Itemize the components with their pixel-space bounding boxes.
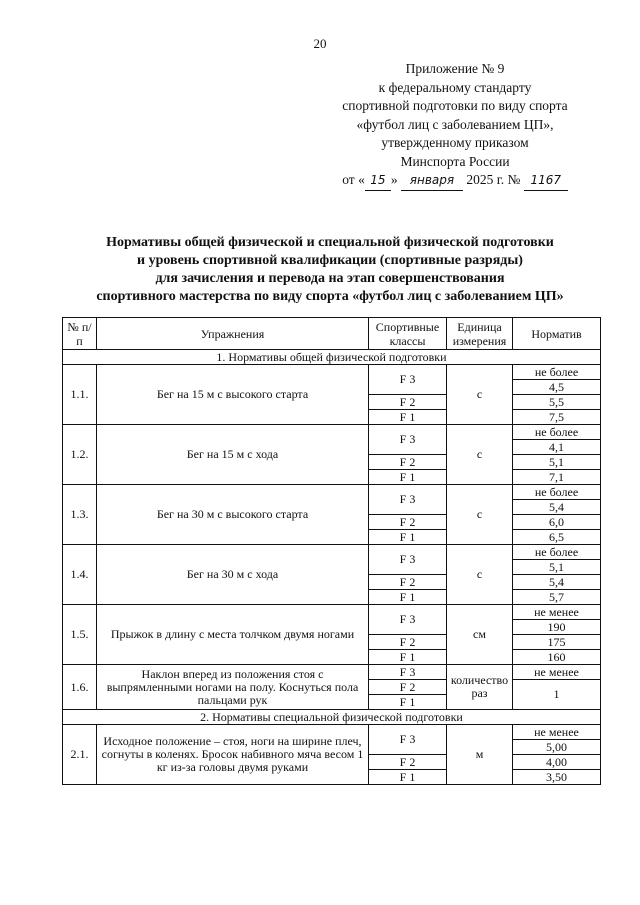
row-exercise: Наклон вперед из положения стоя с выпрямленными ногами на полу. Коснуться пола пальцами рук bbox=[97, 665, 369, 710]
row-value: 6,5 bbox=[513, 530, 601, 545]
title-line: спортивного мастерства по виду спорта «футбол лиц с заболеванием ЦП» bbox=[96, 289, 564, 304]
header-unit: Единица измерения bbox=[447, 318, 513, 350]
row-value: 6,0 bbox=[513, 515, 601, 530]
row-class: F 2 bbox=[369, 575, 447, 590]
row-class: F 1 bbox=[369, 530, 447, 545]
row-value: 5,1 bbox=[513, 560, 601, 575]
row-class: F 2 bbox=[369, 395, 447, 410]
row-class: F 2 bbox=[369, 455, 447, 470]
header-exercise: Упражнения bbox=[97, 318, 369, 350]
row-value: 4,5 bbox=[513, 380, 601, 395]
table-header-row bbox=[63, 318, 601, 350]
row-num: 1.3. bbox=[63, 485, 97, 545]
row-num: 1.2. bbox=[63, 425, 97, 485]
row-value: 7,1 bbox=[513, 470, 601, 485]
row-norm-label: не более bbox=[513, 425, 601, 440]
table-row bbox=[63, 545, 601, 560]
date-day: 15 bbox=[365, 171, 391, 191]
row-class: F 2 bbox=[369, 755, 447, 770]
row-unit: с bbox=[447, 425, 513, 485]
row-exercise: Прыжок в длину с места толчком двумя ногами bbox=[97, 605, 369, 665]
row-class: F 3 bbox=[369, 365, 447, 395]
row-unit: с bbox=[447, 485, 513, 545]
row-norm-label: не более bbox=[513, 365, 601, 380]
row-class: F 2 bbox=[369, 680, 447, 695]
date-month: января bbox=[401, 171, 463, 191]
row-unit: количество раз bbox=[447, 665, 513, 710]
section-header-row bbox=[63, 350, 601, 365]
row-num: 1.6. bbox=[63, 665, 97, 710]
row-class: F 1 bbox=[369, 470, 447, 485]
appendix-line: к федеральному стандарту bbox=[378, 79, 532, 95]
row-value: 5,4 bbox=[513, 575, 601, 590]
row-value: 5,5 bbox=[513, 395, 601, 410]
table-row bbox=[63, 425, 601, 440]
header-classes: Спортивные классы bbox=[369, 318, 447, 350]
date-prefix: от « bbox=[342, 172, 365, 187]
row-value: 4,1 bbox=[513, 440, 601, 455]
row-value: 7,5 bbox=[513, 410, 601, 425]
row-num: 1.5. bbox=[63, 605, 97, 665]
norms-table bbox=[62, 317, 601, 785]
table-row bbox=[63, 605, 601, 620]
row-class: F 1 bbox=[369, 410, 447, 425]
row-class: F 3 bbox=[369, 545, 447, 575]
row-norm-label: не более bbox=[513, 545, 601, 560]
row-value: 3,50 bbox=[513, 770, 601, 785]
appendix-header bbox=[340, 60, 570, 191]
row-class: F 1 bbox=[369, 770, 447, 785]
date-day-close: » bbox=[390, 172, 398, 187]
row-value: 190 bbox=[513, 620, 601, 635]
row-num: 1.4. bbox=[63, 545, 97, 605]
row-class: F 2 bbox=[369, 515, 447, 530]
row-value: 160 bbox=[513, 650, 601, 665]
row-unit: м bbox=[447, 725, 513, 785]
row-class: F 1 bbox=[369, 695, 447, 710]
row-norm-label: не менее bbox=[513, 665, 601, 680]
row-unit: с bbox=[447, 545, 513, 605]
row-value: 4,00 bbox=[513, 755, 601, 770]
appendix-line: Минспорта России bbox=[400, 153, 510, 169]
row-value: 5,4 bbox=[513, 500, 601, 515]
section-title: 1. Нормативы общей физической подготовки bbox=[63, 350, 601, 365]
header-num: № п/п bbox=[63, 318, 97, 350]
appendix-line: «футбол лиц с заболеванием ЦП», bbox=[356, 116, 554, 132]
row-class: F 3 bbox=[369, 485, 447, 515]
row-exercise: Бег на 30 м с хода bbox=[97, 545, 369, 605]
date-year: 2025 г. № bbox=[466, 172, 521, 187]
appendix-line: спортивной подготовки по виду спорта bbox=[342, 98, 568, 113]
table-row bbox=[63, 485, 601, 500]
table-row bbox=[63, 365, 601, 380]
table-row bbox=[63, 665, 601, 680]
page-number: 20 bbox=[313, 36, 327, 51]
row-value: 175 bbox=[513, 635, 601, 650]
row-exercise: Исходное положение – стоя, ноги на ширине плеч, согнуты в коленях. Бросок набивного мяча весом 1 кг из-за головы двумя руками bbox=[97, 725, 369, 785]
row-value: 5,7 bbox=[513, 590, 601, 605]
row-class: F 3 bbox=[369, 605, 447, 635]
document-title bbox=[40, 234, 620, 306]
row-norm-label: не более bbox=[513, 485, 601, 500]
row-unit: см bbox=[447, 605, 513, 665]
row-value: 1 bbox=[513, 680, 601, 710]
row-exercise: Бег на 15 м с высокого старта bbox=[97, 365, 369, 425]
table-row bbox=[63, 725, 601, 740]
row-unit: с bbox=[447, 365, 513, 425]
row-value: 5,1 bbox=[513, 455, 601, 470]
row-num: 2.1. bbox=[63, 725, 97, 785]
section-title: 2. Нормативы специальной физической подготовки bbox=[63, 710, 601, 725]
row-class: F 3 bbox=[369, 665, 447, 680]
row-class: F 3 bbox=[369, 725, 447, 755]
row-class: F 3 bbox=[369, 425, 447, 455]
title-line: для зачисления и перевода на этап совершенствования bbox=[155, 271, 505, 286]
row-exercise: Бег на 30 м с высокого старта bbox=[97, 485, 369, 545]
appendix-line: Приложение № 9 bbox=[405, 61, 505, 76]
row-value: 5,00 bbox=[513, 740, 601, 755]
row-exercise: Бег на 15 м с хода bbox=[97, 425, 369, 485]
title-line: и уровень спортивной квалификации (спортивные разряды) bbox=[137, 253, 523, 268]
appendix-line: утвержденному приказом bbox=[381, 135, 529, 150]
header-norm: Норматив bbox=[513, 318, 601, 350]
row-norm-label: не менее bbox=[513, 725, 601, 740]
row-class: F 1 bbox=[369, 590, 447, 605]
row-class: F 1 bbox=[369, 650, 447, 665]
title-line: Нормативы общей физической и специальной физической подготовки bbox=[106, 235, 554, 250]
row-norm-label: не менее bbox=[513, 605, 601, 620]
order-date-line bbox=[340, 171, 570, 191]
row-class: F 2 bbox=[369, 635, 447, 650]
section-header-row bbox=[63, 710, 601, 725]
row-num: 1.1. bbox=[63, 365, 97, 425]
order-number: 1167 bbox=[524, 171, 568, 191]
